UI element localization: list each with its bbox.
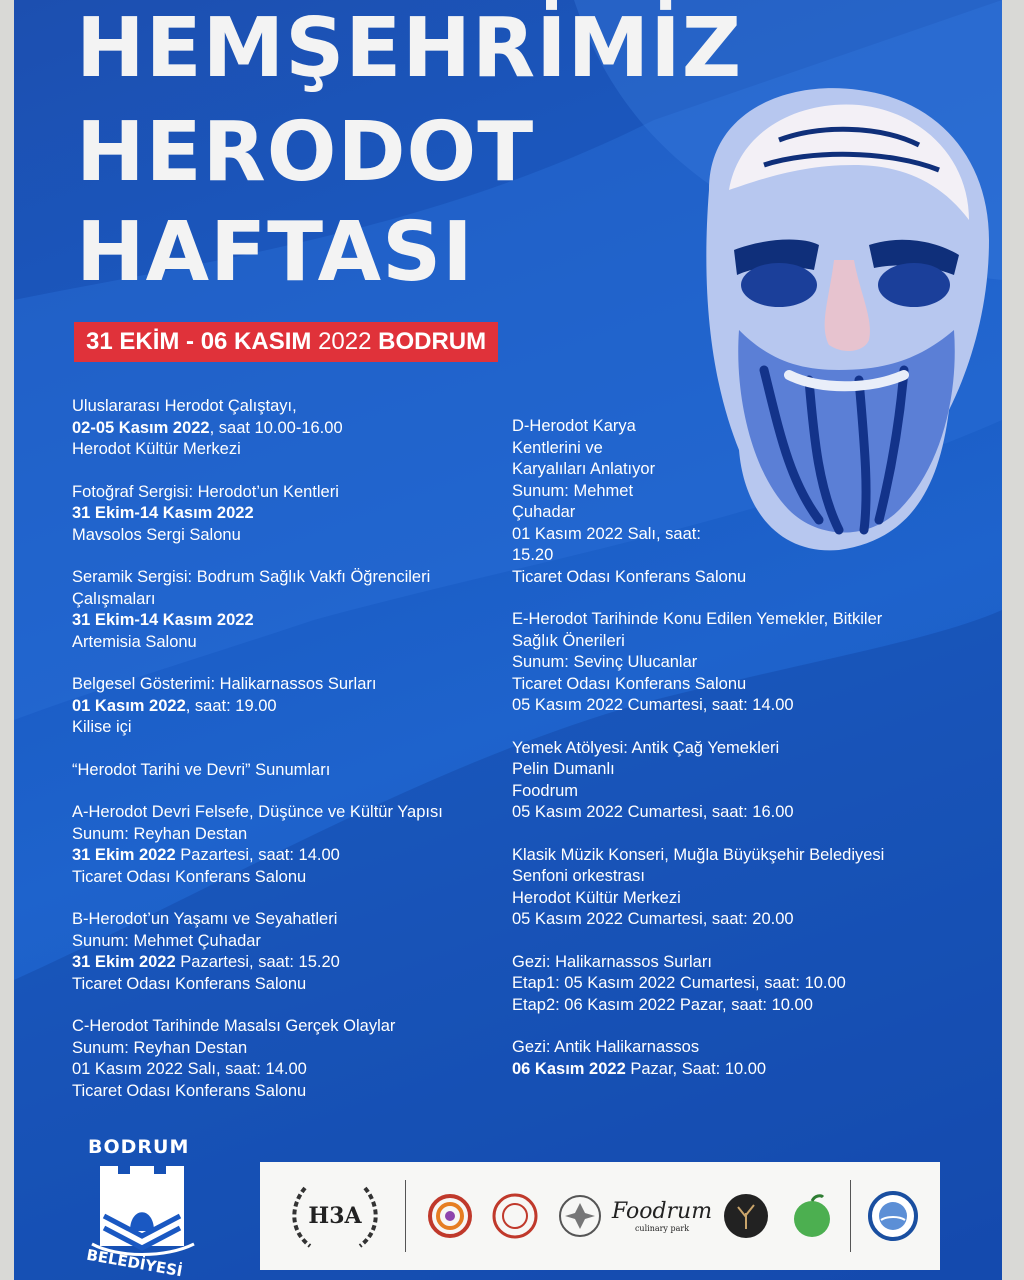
event-text: Klasik Müzik Konseri, Muğla Büyükşehir Belediyesi: [512, 845, 885, 864]
event-line: [512, 674, 952, 696]
event-line: [512, 802, 952, 824]
event-text: Sunum: Sevinç Ulucanlar: [512, 653, 698, 671]
event-line: [512, 973, 952, 995]
h3a-logo: H3A: [280, 1162, 390, 1270]
event-text: 01 Kasım 2022 Salı, saat: 14.00: [72, 1060, 307, 1078]
event-text: D-Herodot Karya: [512, 417, 636, 435]
event-text: Sunum: Mehmet Çuhadar: [72, 931, 261, 950]
event-line: [512, 888, 952, 910]
event-date-bold: 31 Ekim 2022: [72, 953, 176, 971]
event-date-bold: 01 Kasım 2022: [72, 696, 186, 715]
left-event: [72, 674, 512, 739]
event-text: Etap2: 06 Kasım 2022 Pazar, saat: 10.00: [512, 995, 813, 1014]
tree-logo: [716, 1162, 776, 1270]
event-text: , saat 10.00-16.00: [209, 418, 343, 437]
divider-1: [405, 1180, 406, 1252]
event-line: [72, 525, 512, 547]
event-text: Fotoğraf Sergisi: Herodot’un Kentleri: [72, 482, 339, 501]
event-date-bold: 02-05 Kasım 2022: [72, 418, 210, 437]
right-event: [512, 416, 952, 588]
event-line: [512, 652, 952, 674]
event-text: Sunum: Reyhan Destan: [72, 824, 248, 843]
event-line: [72, 674, 512, 696]
date-range: 31 EKİM - 06 KASIM: [86, 328, 312, 355]
event-text: Gezi: Antik Halikarnassos: [512, 1038, 700, 1056]
event-line: [512, 695, 952, 717]
event-text: Karyalıları Anlatıyor: [512, 460, 656, 478]
event-line: [512, 567, 952, 589]
event-text: E-Herodot Tarihinde Konu Edilen Yemekler, Bitkiler: [512, 610, 883, 628]
title-line-2: HERODOT: [76, 105, 535, 200]
right-event: [512, 609, 952, 717]
event-text: Pazartesi, saat: 14.00: [175, 846, 340, 864]
event-text: Belgesel Gösterimi: Halikarnassos Surları: [72, 675, 377, 693]
event-text: 01 Kasım 2022 Salı, saat:: [512, 524, 701, 543]
event-line: [72, 696, 512, 718]
chamber-of-commerce-seal: [863, 1162, 923, 1270]
event-line: [72, 396, 512, 418]
event-date-bold: 06 Kasım 2022: [512, 1059, 626, 1078]
left-event: [72, 909, 512, 995]
event-line: [72, 418, 512, 440]
event-text: Ticaret Odası Konferans Salonu: [72, 867, 307, 886]
left-event: [72, 396, 512, 461]
event-date-bold: 31 Ekim-14 Kasım 2022: [72, 504, 254, 522]
event-text: 05 Kasım 2022 Cumartesi, saat: 14.00: [512, 696, 794, 714]
event-line: [72, 567, 512, 589]
event-line: [512, 631, 952, 653]
event-line: [72, 1038, 512, 1060]
event-line: [512, 416, 952, 438]
right-event-column: [512, 416, 952, 1101]
date-band: [74, 322, 498, 362]
event-line: [72, 845, 512, 867]
event-line: [72, 802, 512, 824]
sponsor-logo-strip: [260, 1162, 940, 1270]
event-date-bold: 31 Ekim 2022: [72, 846, 176, 864]
left-event: [72, 760, 512, 782]
mugla-municipality-seal: [550, 1162, 610, 1270]
right-event: [512, 952, 952, 1017]
event-line: [512, 952, 952, 974]
event-line: [512, 995, 952, 1017]
right-event: [512, 845, 952, 931]
ministry-seal-logo: [485, 1162, 545, 1270]
event-text: Seramik Sergisi: Bodrum Sağlık Vakfı Öğrencileri: [72, 568, 431, 586]
event-text: Mavsolos Sergi Salonu: [72, 525, 241, 544]
event-text: Çuhadar: [512, 503, 576, 521]
event-text: Ticaret Odası Konferans Salonu: [72, 1081, 307, 1100]
event-line: [512, 738, 952, 760]
event-line: [72, 931, 512, 953]
event-text: Sunum: Reyhan Destan: [72, 1038, 248, 1057]
right-event: [512, 1037, 952, 1080]
event-text: Ticaret Odası Konferans Salonu: [512, 674, 747, 693]
event-text: Herodot Kültür Merkezi: [512, 888, 681, 907]
event-text: 05 Kasım 2022 Cumartesi, saat: 20.00: [512, 910, 794, 928]
event-line: [72, 439, 512, 461]
event-text: “Herodot Tarihi ve Devri” Sunumları: [72, 760, 331, 779]
event-text: 15.20: [512, 546, 554, 564]
event-line: [72, 717, 512, 739]
event-line: [512, 1037, 952, 1059]
event-line: [72, 632, 512, 654]
left-event: [72, 802, 512, 888]
event-line: [512, 502, 952, 524]
event-line: [512, 866, 952, 888]
event-text: Herodot Kültür Merkezi: [72, 440, 241, 458]
title-line-3: HAFTASI: [76, 205, 474, 300]
event-text: A-Herodot Devri Felsefe, Düşünce ve Kültür Yapısı: [72, 803, 443, 821]
event-line: [512, 438, 952, 460]
event-text: 05 Kasım 2022 Cumartesi, saat: 16.00: [512, 803, 794, 821]
event-text: Uluslararası Herodot Çalıştayı,: [72, 397, 297, 415]
event-text: Yemek Atölyesi: Antik Çağ Yemekleri: [512, 738, 780, 757]
event-date-bold: 31 Ekim-14 Kasım 2022: [72, 611, 254, 629]
event-line: [72, 867, 512, 889]
event-text: Artemisia Salonu: [72, 632, 197, 651]
foodrum-logo: Foodrum culinary park: [611, 1199, 713, 1233]
event-text: , saat: 19.00: [185, 696, 277, 715]
left-event: [72, 567, 512, 653]
apple-logo: [782, 1162, 842, 1270]
event-text: Kilise içi: [72, 718, 132, 736]
event-line: [512, 909, 952, 931]
left-event-column: [72, 396, 512, 1123]
event-line: [512, 545, 952, 567]
mandala-logo: [420, 1162, 480, 1270]
event-line: [512, 845, 952, 867]
event-line: [72, 1059, 512, 1081]
event-line: [512, 1059, 952, 1081]
divider-2: [850, 1180, 851, 1252]
right-event: [512, 738, 952, 824]
logo-bottom-text: BELEDİYESİ: [85, 1245, 184, 1280]
bodrum-belediyesi-logo: [78, 1136, 208, 1280]
event-line: [72, 503, 512, 525]
event-line: [512, 609, 952, 631]
left-event: [72, 1016, 512, 1102]
event-line: [512, 481, 952, 503]
event-text: Kentlerini ve: [512, 438, 603, 457]
event-line: [72, 482, 512, 504]
event-text: Sağlık Önerileri: [512, 631, 625, 650]
event-line: [72, 824, 512, 846]
event-text: Pelin Dumanlı: [512, 760, 615, 778]
event-line: [512, 781, 952, 803]
event-text: Senfoni orkestrası: [512, 867, 645, 885]
event-line: [72, 1081, 512, 1103]
event-text: Ticaret Odası Konferans Salonu: [72, 974, 307, 993]
event-text: Çalışmaları: [72, 589, 156, 608]
event-line: [72, 760, 512, 782]
left-event: [72, 482, 512, 547]
event-text: Pazar, Saat: 10.00: [625, 1059, 767, 1078]
event-line: [72, 974, 512, 996]
event-text: C-Herodot Tarihinde Masalsı Gerçek Olaylar: [72, 1017, 396, 1035]
event-line: [72, 610, 512, 632]
event-line: [512, 524, 952, 546]
event-text: B-Herodot’un Yaşamı ve Seyahatleri: [72, 910, 338, 928]
date-place: BODRUM: [378, 328, 487, 355]
event-line: [512, 759, 952, 781]
event-line: [72, 952, 512, 974]
event-text: Ticaret Odası Konferans Salonu: [512, 567, 747, 586]
event-poster: [14, 0, 1002, 1280]
event-line: [72, 1016, 512, 1038]
event-text: Gezi: Halikarnassos Surları: [512, 952, 712, 971]
event-text: Foodrum: [512, 781, 579, 800]
event-line: [512, 459, 952, 481]
event-text: Pazartesi, saat: 15.20: [175, 953, 340, 971]
date-year: 2022: [318, 328, 372, 355]
event-text: Sunum: Mehmet: [512, 481, 634, 500]
event-line: [72, 909, 512, 931]
title-line-1: HEMŞEHRİMİZ: [76, 1, 743, 96]
event-text: Etap1: 05 Kasım 2022 Cumartesi, saat: 10.00: [512, 974, 846, 992]
logo-top-text: BODRUM: [88, 1136, 190, 1158]
event-line: [72, 589, 512, 611]
